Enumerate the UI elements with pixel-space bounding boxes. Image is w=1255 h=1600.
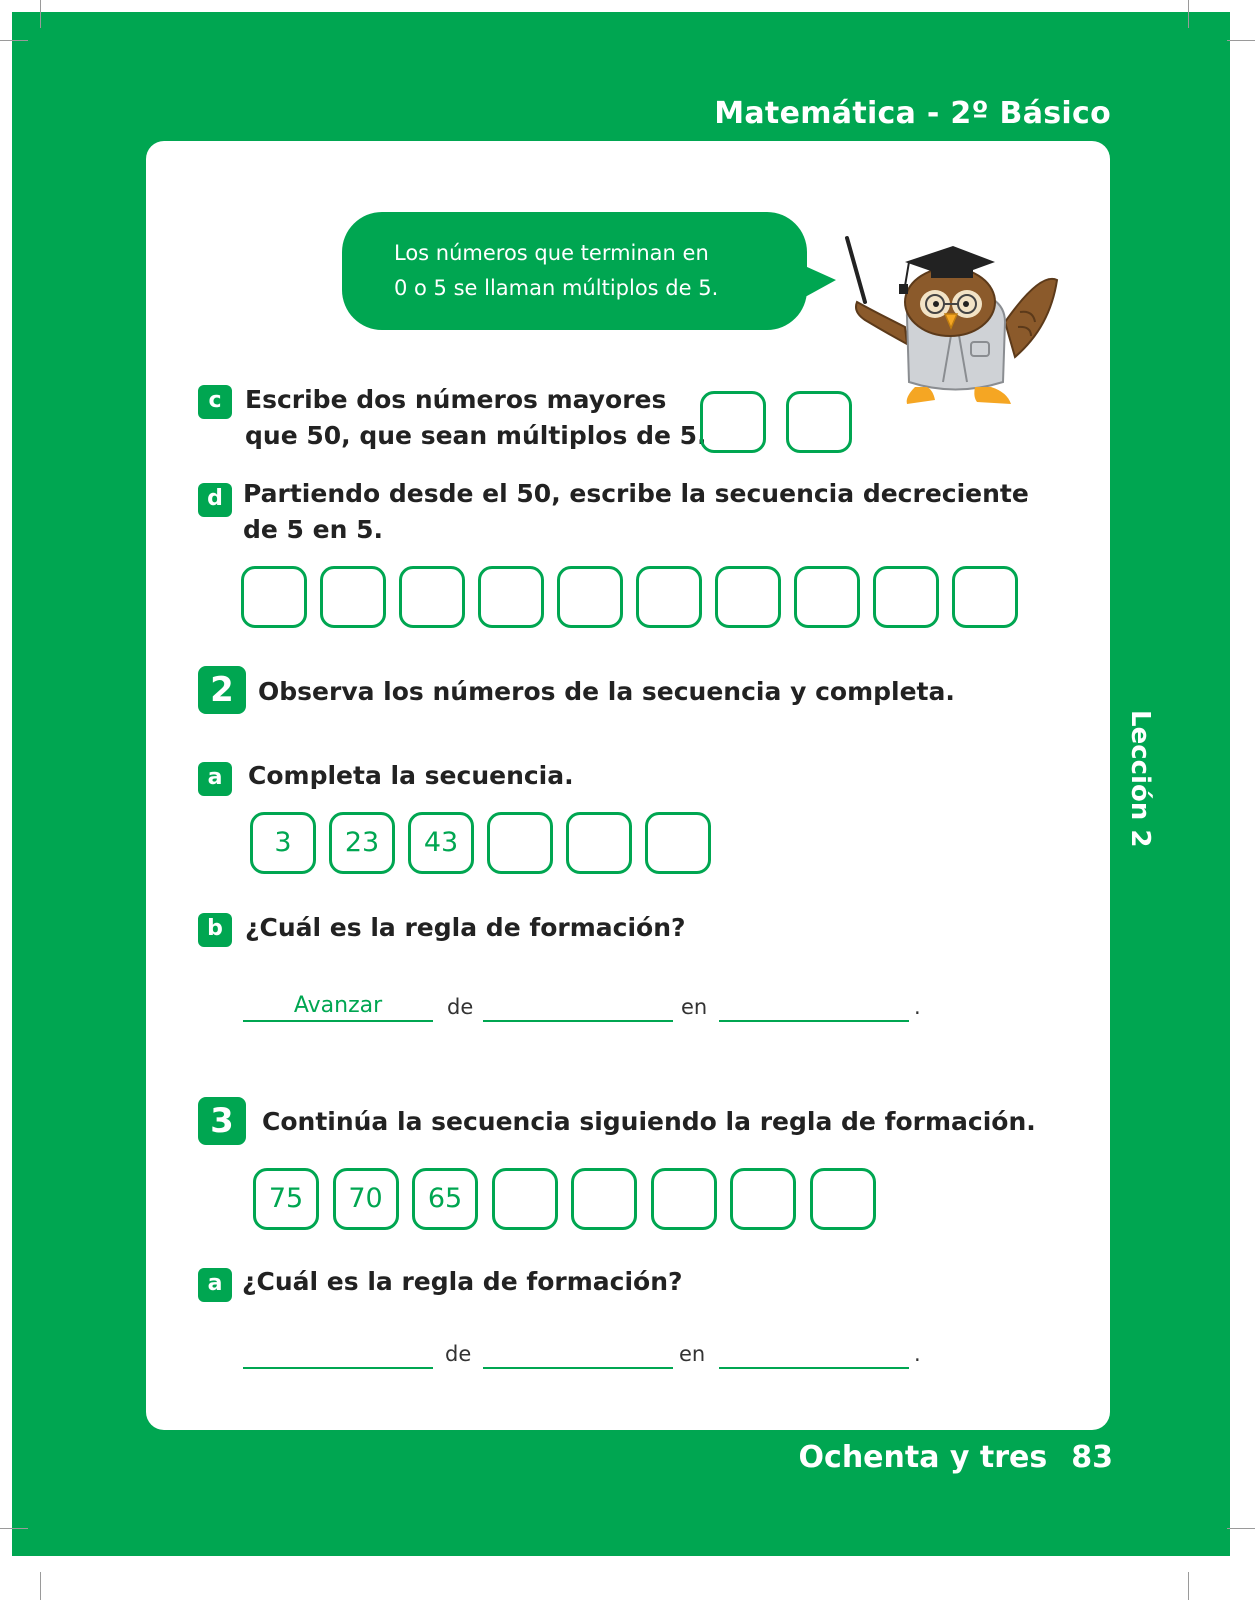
item-c-line-2: que 50, que sean múltiplos de 5. [245, 421, 707, 450]
rule-answer-text: Avanzar [293, 993, 383, 1018]
answer-box[interactable] [636, 566, 702, 628]
item-c-badge: c [198, 385, 232, 419]
rule-answer-line-1[interactable] [243, 1020, 433, 1022]
sequence-value-box: 65 [412, 1168, 478, 1230]
answer-box[interactable] [952, 566, 1018, 628]
item-d-line-2: de 5 en 5. [243, 515, 384, 544]
footer-text: Ochenta y tres [798, 1440, 1048, 1475]
answer-box[interactable] [700, 391, 766, 453]
item-2a-text: Completa la secuencia. [248, 761, 574, 790]
item-c-line-1: Escribe dos números mayores [245, 385, 667, 414]
answer-box[interactable] [487, 812, 553, 874]
crop-mark [0, 40, 28, 41]
answer-box[interactable] [786, 391, 852, 453]
item-d-line-1: Partiendo desde el 50, escribe la secuencia decreciente [243, 479, 1029, 508]
connector-en: en [679, 1342, 706, 1366]
sequence-value-box: 70 [333, 1168, 399, 1230]
page-number: 83 [1071, 1440, 1113, 1475]
header-title: Matemática - 2º Básico [714, 96, 1111, 131]
exercise-2-number: 2 [198, 666, 246, 714]
bubble-line-2: 0 o 5 se llaman múltiplos de 5. [394, 276, 719, 300]
item-3a-text: ¿Cuál es la regla de formación? [242, 1267, 683, 1296]
answer-box[interactable] [730, 1168, 796, 1230]
crop-mark [1227, 40, 1255, 41]
sequence-value-box: 43 [408, 812, 474, 874]
exercise-3-number: 3 [198, 1097, 246, 1145]
item-2b-text: ¿Cuál es la regla de formación? [245, 913, 686, 942]
answer-box[interactable] [715, 566, 781, 628]
bubble-line-1: Los números que terminan en [394, 241, 709, 265]
crop-mark [40, 1572, 41, 1600]
item-d-text [243, 476, 1029, 548]
answer-box[interactable] [794, 566, 860, 628]
rule-answer-line-3[interactable] [719, 1367, 909, 1369]
item-2b-badge: b [198, 913, 232, 947]
owl-teacher-illustration [835, 232, 1060, 412]
side-tab [1118, 710, 1162, 860]
answer-box[interactable] [651, 1168, 717, 1230]
answer-box[interactable] [492, 1168, 558, 1230]
crop-mark [0, 1528, 28, 1529]
answer-box[interactable] [478, 566, 544, 628]
crop-mark [40, 0, 41, 28]
crop-mark [1227, 1528, 1255, 1529]
footer [799, 1440, 1113, 1475]
side-tab-label: Lección 2 [1125, 710, 1155, 848]
item-3a-badge: a [198, 1268, 232, 1302]
answer-box[interactable] [399, 566, 465, 628]
item-2a-badge: a [198, 762, 232, 796]
crop-mark [1188, 1572, 1189, 1600]
answer-box[interactable] [320, 566, 386, 628]
answer-box[interactable] [645, 812, 711, 874]
connector-en: en [681, 995, 708, 1019]
sequence-value-box: 3 [250, 812, 316, 874]
crop-mark [1188, 0, 1189, 28]
item-d-badge: d [198, 483, 232, 517]
answer-box[interactable] [241, 566, 307, 628]
answer-box[interactable] [571, 1168, 637, 1230]
rule-answer-line-2[interactable] [483, 1367, 673, 1369]
answer-box[interactable] [873, 566, 939, 628]
speech-bubble-text [394, 236, 794, 306]
rule-answer-line-3[interactable] [719, 1020, 909, 1022]
sentence-end: . [914, 995, 921, 1019]
connector-de: de [445, 1342, 472, 1366]
speech-bubble-tail [796, 262, 836, 302]
sequence-value-box: 23 [329, 812, 395, 874]
answer-box[interactable] [566, 812, 632, 874]
item-c-text [245, 382, 707, 454]
answer-box[interactable] [557, 566, 623, 628]
sentence-end: . [914, 1342, 921, 1366]
sequence-value-box: 75 [253, 1168, 319, 1230]
connector-de: de [447, 995, 474, 1019]
rule-answer-line-1[interactable] [243, 1367, 433, 1369]
exercise-2-title: Observa los números de la secuencia y completa. [258, 677, 955, 706]
rule-answer-line-2[interactable] [483, 1020, 673, 1022]
answer-box[interactable] [810, 1168, 876, 1230]
exercise-3-title: Continúa la secuencia siguiendo la regla de formación. [262, 1107, 1036, 1136]
